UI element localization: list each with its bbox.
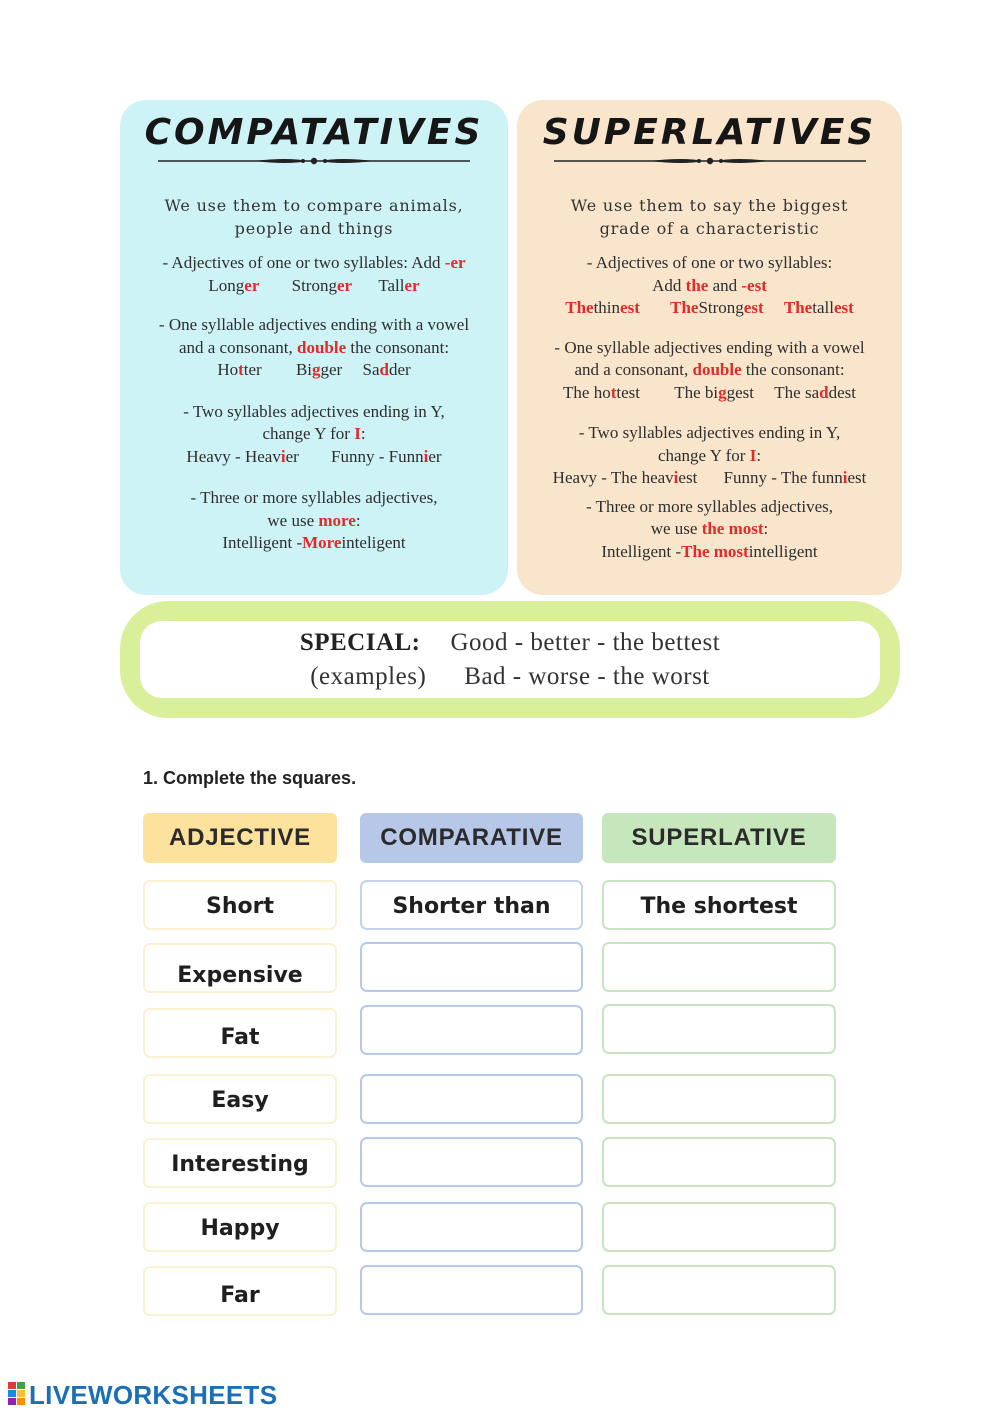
special-example-good: Good - better - the bettest — [450, 629, 721, 656]
rule-text: change Y for — [657, 445, 750, 465]
example-text: The sa — [774, 382, 820, 402]
rule-text: : — [360, 424, 366, 443]
rule-examples — [517, 541, 902, 564]
superlative-input[interactable]: The shortest — [602, 880, 836, 930]
rule-highlight: double — [296, 337, 347, 357]
example-text: Funny - The funn — [723, 468, 843, 487]
example-text: Sa — [362, 360, 380, 379]
superlative-rule-2 — [517, 337, 902, 405]
example-highlight: The most — [681, 541, 749, 561]
example-text: test — [616, 382, 640, 402]
rule-text: change Y for — [262, 424, 355, 443]
example-text: ger — [320, 360, 343, 379]
header-adjective: ADJECTIVE — [143, 813, 337, 863]
example-highlight: The — [565, 298, 594, 317]
superlative-input[interactable] — [602, 1202, 836, 1252]
example-highlight: d — [819, 382, 829, 402]
example-text: Long — [208, 275, 245, 295]
example-highlight: d — [379, 360, 389, 379]
example-text: Funny - Funn — [331, 446, 424, 466]
example-highlight: est — [743, 298, 764, 317]
rule-examples — [517, 467, 902, 490]
example-text: ter — [243, 360, 262, 379]
rule-text: we use — [650, 519, 702, 538]
example-highlight: g — [718, 382, 727, 402]
rule-text: : — [756, 445, 762, 465]
example-highlight: i — [280, 446, 286, 466]
example-highlight: est — [620, 298, 640, 317]
rule-examples — [517, 297, 902, 320]
rule-highlight: I — [749, 445, 757, 465]
intro-line: people and things — [234, 219, 394, 238]
logo-squares-icon — [8, 1382, 26, 1413]
example-highlight: t — [238, 360, 244, 379]
rule-highlight: double — [692, 360, 742, 379]
rule-examples — [517, 382, 902, 405]
liveworksheets-logo[interactable] — [8, 1380, 277, 1413]
example-highlight: er — [244, 275, 260, 295]
comparatives-title: COMPATATIVES — [144, 112, 484, 153]
rule-text: - Three or more syllables adjectives, — [585, 496, 834, 516]
example-text: inteligent — [341, 533, 406, 552]
rule-text: - One syllable adjectives ending with a vowel — [158, 315, 470, 334]
special-box — [120, 601, 900, 718]
ornamental-divider — [554, 154, 866, 168]
rule-text: - Two syllables adjectives ending in Y, — [183, 401, 445, 421]
comparative-input[interactable] — [360, 942, 583, 992]
comparatives-panel — [120, 100, 508, 595]
header-superlative: SUPERLATIVE — [602, 813, 836, 863]
example-text: gest — [726, 382, 755, 402]
example-highlight: i — [423, 446, 429, 466]
rule-highlight: the — [685, 275, 709, 295]
rule-text: and — [708, 275, 742, 295]
rule-text: - Three or more syllables adjectives, — [190, 488, 438, 507]
comparative-input[interactable] — [360, 1202, 583, 1252]
comparative-rule-3 — [120, 401, 508, 469]
example-text: Heavy - Heav — [186, 446, 281, 466]
superlatives-title: SUPERLATIVES — [542, 112, 877, 153]
special-content — [140, 621, 880, 698]
comparative-input[interactable] — [360, 1074, 583, 1124]
comparative-input[interactable] — [360, 1265, 583, 1315]
adjective-cell: Short — [143, 880, 337, 930]
rule-highlight: -er — [444, 253, 466, 272]
superlatives-intro — [517, 194, 902, 240]
rule-text: we use — [267, 510, 319, 530]
rule-examples — [120, 446, 508, 469]
example-text: Strong — [291, 275, 337, 295]
rule-text: the consonant: — [346, 337, 450, 357]
example-text: intelligent — [748, 541, 818, 561]
rule-highlight: -est — [741, 275, 767, 295]
example-highlight: i — [842, 468, 848, 487]
example-highlight: The — [783, 298, 813, 317]
example-text: Bi — [295, 360, 313, 379]
rule-examples — [120, 359, 508, 382]
rule-text: - One syllable adjectives ending with a vowel — [554, 337, 865, 357]
superlative-input[interactable] — [602, 942, 836, 992]
adjective-cell: Interesting — [143, 1138, 337, 1188]
example-text: Intelligent - — [601, 541, 682, 561]
example-text: tall — [812, 298, 834, 317]
superlative-input[interactable] — [602, 1004, 836, 1054]
example-text: Heavy - The heav — [552, 468, 674, 487]
superlative-rule-1 — [517, 252, 902, 320]
rule-highlight: more — [318, 510, 356, 530]
example-text: er — [428, 446, 442, 466]
rule-text: the consonant: — [741, 360, 845, 379]
superlative-rule-3 — [517, 422, 902, 490]
comparative-rule-2 — [120, 314, 508, 382]
special-label-examples: (examples) — [310, 663, 427, 690]
rule-text: and a consonant, — [574, 360, 693, 379]
example-text: er — [285, 446, 299, 466]
rule-text: - Adjectives of one or two syllables: Add — [162, 253, 445, 272]
superlative-input[interactable] — [602, 1074, 836, 1124]
example-text: est — [847, 468, 867, 487]
comparatives-intro — [120, 194, 508, 240]
example-text: Strong — [698, 298, 744, 317]
rule-highlight: I — [354, 424, 361, 443]
header-comparative: COMPARATIVE — [360, 813, 583, 863]
intro-line: We use them to compare animals, — [164, 196, 464, 215]
rule-examples — [120, 532, 508, 555]
example-highlight: i — [673, 468, 679, 487]
adjective-cell: Expensive — [143, 943, 337, 993]
example-highlight: er — [404, 275, 420, 295]
example-text: Ho — [217, 360, 239, 379]
rule-examples — [120, 275, 508, 298]
adjective-cell: Far — [143, 1266, 337, 1316]
rule-highlight: the most — [701, 519, 764, 538]
example-highlight: er — [336, 275, 353, 295]
example-text: The ho — [563, 382, 611, 402]
comparative-input[interactable]: Shorter than — [360, 880, 583, 930]
example-text: Intelligent - — [222, 533, 303, 552]
superlative-rule-4 — [517, 496, 902, 564]
ornamental-divider — [158, 154, 470, 168]
example-text: Tall — [378, 275, 405, 295]
special-example-bad: Bad - worse - the worst — [464, 663, 710, 690]
example-text: der — [388, 360, 411, 379]
rule-text: : — [763, 519, 769, 538]
example-text: est — [678, 468, 698, 487]
example-highlight: est — [833, 298, 854, 317]
superlative-input[interactable] — [602, 1265, 836, 1315]
brand-name: LIVEWORKSHEETS — [29, 1380, 278, 1410]
intro-line: grade of a characteristic — [599, 219, 820, 238]
example-highlight: The — [670, 298, 699, 317]
rule-text: - Adjectives of one or two syllables: — [586, 253, 833, 272]
example-text: thin — [593, 298, 621, 317]
superlative-input[interactable] — [602, 1137, 836, 1187]
comparative-input[interactable] — [360, 1137, 583, 1187]
comparative-rule-4 — [120, 487, 508, 555]
example-highlight: g — [312, 360, 321, 379]
example-highlight: t — [610, 382, 617, 402]
comparative-input[interactable] — [360, 1005, 583, 1055]
adjective-cell: Happy — [143, 1202, 337, 1252]
example-highlight: More — [302, 533, 342, 552]
rule-text: - Two syllables adjectives ending in Y, — [578, 423, 841, 442]
adjective-cell: Fat — [143, 1008, 337, 1058]
example-text: The bi — [674, 382, 719, 402]
intro-line: We use them to say the biggest — [570, 196, 849, 215]
adjective-cell: Easy — [143, 1074, 337, 1124]
rule-text: Add — [652, 275, 686, 295]
comparative-rule-1 — [120, 252, 508, 297]
special-label: SPECIAL: — [299, 629, 421, 656]
exercise-instruction: 1. Complete the squares. — [143, 768, 357, 788]
example-text: dest — [828, 382, 856, 402]
rule-text: and a consonant, — [178, 337, 297, 357]
superlatives-panel — [517, 100, 902, 595]
rule-text: : — [355, 510, 361, 530]
